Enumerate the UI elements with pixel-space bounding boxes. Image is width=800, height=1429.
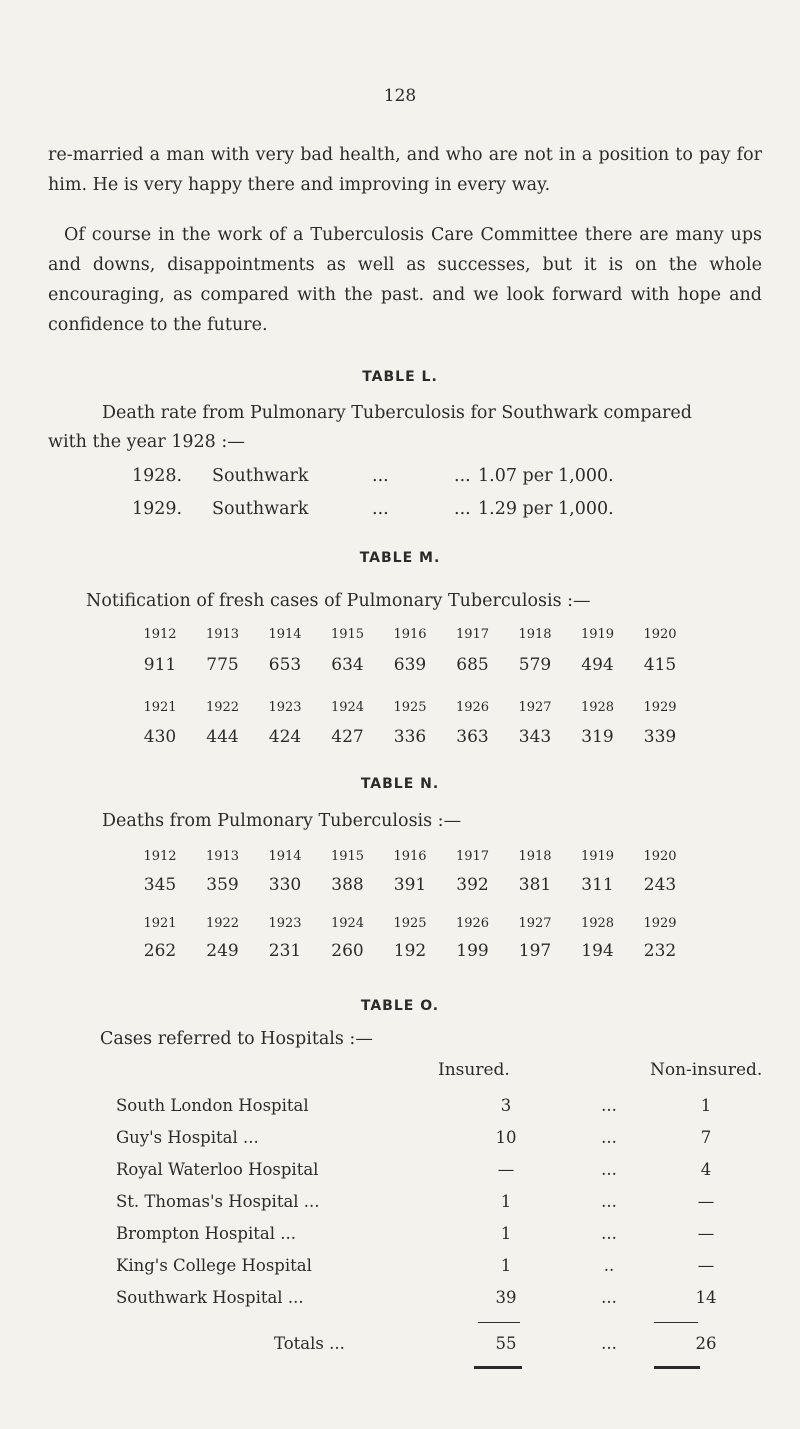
year-cell: 1926: [455, 916, 490, 931]
totals-rule-insured: [478, 1322, 520, 1323]
table-l-row-2-dots: ...: [372, 499, 389, 519]
table-l-row-2-value: 1.29 per 1,000.: [478, 499, 614, 519]
table-m-years-row-1: [130, 627, 690, 642]
year-cell: 1924: [330, 916, 365, 931]
noninsured-count: 7: [700, 1128, 712, 1147]
year-cell: 1916: [393, 627, 427, 642]
totals-insured: 55: [495, 1334, 517, 1353]
leader-dots: ...: [601, 1334, 617, 1353]
table-m-title: TABLE M.: [359, 550, 441, 566]
paragraph-1: re-married a man with very bad health, and who are not in a position to pay for him. He is very happy there and improving in every way.: [48, 145, 762, 195]
value-cell: 494: [581, 655, 614, 675]
insured-count: 1: [500, 1224, 512, 1243]
table-n-caption: Deaths from Pulmonary Tuberculosis :—: [102, 811, 462, 831]
table-row: [116, 1224, 776, 1248]
value-cell: 330: [268, 875, 302, 895]
table-row: [116, 1288, 776, 1312]
table-m-caption: Notification of fresh cases of Pulmonary Tuberculosis :—: [86, 591, 591, 611]
table-l-caption-line1: Death rate from Pulmonary Tuberculosis for Southwark compared: [102, 403, 692, 423]
hospital-name: King's College Hospital: [116, 1256, 312, 1275]
year-cell: 1913: [205, 627, 240, 642]
totals-double-rule-noninsured: [654, 1366, 700, 1369]
year-cell: 1921: [143, 700, 177, 715]
table-n-years-row-2: [130, 916, 690, 931]
year-cell: 1917: [455, 849, 490, 864]
table-row: [116, 1160, 776, 1184]
table-l-caption-line2: with the year 1928 :—: [48, 432, 245, 452]
value-cell: 232: [643, 941, 677, 961]
year-cell: 1927: [518, 916, 552, 931]
year-cell: 1912: [143, 849, 177, 864]
table-m-years-row-2: [130, 700, 690, 715]
value-cell: 194: [581, 941, 614, 961]
leader-dots: ...: [601, 1096, 617, 1115]
leader-dots: ...: [601, 1160, 617, 1179]
hospital-name: Royal Waterloo Hospital: [116, 1160, 319, 1179]
year-cell: 1919: [580, 849, 615, 864]
value-cell: 424: [268, 727, 302, 747]
leader-dots: ..: [603, 1256, 615, 1275]
table-row: [116, 1096, 776, 1120]
year-cell: 1921: [143, 916, 177, 931]
hospital-name: Guy's Hospital ...: [116, 1128, 259, 1147]
value-cell: 359: [206, 875, 239, 895]
value-cell: 249: [206, 941, 239, 961]
table-n-years-row-1: [130, 849, 690, 864]
year-cell: 1922: [205, 916, 240, 931]
totals-noninsured: 26: [695, 1334, 717, 1353]
totals-double-rule-insured: [474, 1366, 522, 1369]
value-cell: 444: [206, 727, 239, 747]
insured-count: 10: [495, 1128, 517, 1147]
year-cell: 1929: [643, 916, 677, 931]
table-o-title: TABLE O.: [360, 998, 440, 1014]
leader-dots: ...: [601, 1224, 617, 1243]
table-l-row-1-place: Southwark: [212, 466, 309, 486]
table-l-row-1-year: 1928.: [132, 466, 183, 486]
year-cell: 1929: [643, 700, 677, 715]
table-l-row-1-dots2: ...: [454, 466, 471, 486]
table-n-title: TABLE N.: [360, 776, 440, 792]
year-cell: 1927: [518, 700, 552, 715]
year-cell: 1924: [330, 700, 365, 715]
table-l-row-2-dots2: ...: [454, 499, 471, 519]
value-cell: 430: [143, 727, 177, 747]
value-cell: 339: [643, 727, 677, 747]
value-cell: 685: [456, 655, 489, 675]
table-n-values-row-2: [130, 941, 690, 961]
insured-count: 3: [500, 1096, 512, 1115]
value-cell: 343: [518, 727, 552, 747]
hospital-name: St. Thomas's Hospital ...: [116, 1192, 320, 1211]
table-l-row-1-value: 1.07 per 1,000.: [478, 466, 614, 486]
year-cell: 1925: [393, 700, 427, 715]
totals-label: Totals ...: [274, 1334, 345, 1353]
year-cell: 1923: [268, 700, 302, 715]
insured-count: —: [497, 1160, 515, 1179]
value-cell: 392: [456, 875, 489, 895]
value-cell: 199: [456, 941, 489, 961]
value-cell: 260: [331, 941, 364, 961]
year-cell: 1918: [518, 849, 552, 864]
noninsured-count: —: [697, 1224, 715, 1243]
value-cell: 427: [331, 727, 364, 747]
year-cell: 1926: [455, 700, 490, 715]
year-cell: 1928: [580, 700, 615, 715]
insured-count: 1: [500, 1192, 512, 1211]
leader-dots: ...: [601, 1128, 617, 1147]
year-cell: 1919: [580, 627, 615, 642]
year-cell: 1912: [143, 627, 177, 642]
value-cell: 345: [143, 875, 177, 895]
year-cell: 1913: [205, 849, 240, 864]
table-row: [116, 1256, 776, 1280]
value-cell: 319: [581, 727, 614, 747]
value-cell: 336: [393, 727, 427, 747]
value-cell: 388: [331, 875, 364, 895]
year-cell: 1917: [455, 627, 490, 642]
noninsured-count: —: [697, 1256, 715, 1275]
table-l-title: TABLE L.: [362, 369, 438, 385]
year-cell: 1915: [330, 627, 365, 642]
noninsured-count: 14: [695, 1288, 717, 1307]
leader-dots: ...: [601, 1288, 617, 1307]
table-n-values-row-1: [130, 875, 690, 895]
value-cell: 653: [268, 655, 302, 675]
value-cell: 391: [393, 875, 427, 895]
value-cell: 911: [143, 655, 177, 675]
table-l-row-2-place: Southwark: [212, 499, 309, 519]
value-cell: 243: [643, 875, 677, 895]
insured-count: 1: [500, 1256, 512, 1275]
value-cell: 579: [518, 655, 552, 675]
table-l-row-1-dots: ...: [372, 466, 389, 486]
value-cell: 363: [456, 727, 489, 747]
value-cell: 634: [331, 655, 364, 675]
hospital-name: Brompton Hospital ...: [116, 1224, 296, 1243]
leader-dots: ...: [601, 1192, 617, 1211]
hospital-name: Southwark Hospital ...: [116, 1288, 304, 1307]
year-cell: 1923: [268, 916, 302, 931]
noninsured-count: 1: [700, 1096, 712, 1115]
insured-count: 39: [495, 1288, 517, 1307]
value-cell: 415: [643, 655, 677, 675]
year-cell: 1922: [205, 700, 240, 715]
year-cell: 1928: [580, 916, 615, 931]
table-o-header-insured: Insured.: [438, 1060, 510, 1080]
year-cell: 1920: [643, 849, 677, 864]
year-cell: 1915: [330, 849, 365, 864]
table-o-caption: Cases referred to Hospitals :—: [100, 1029, 373, 1049]
table-m-values-row-1: [130, 655, 690, 675]
table-o-header-noninsured: Non-insured.: [650, 1060, 763, 1080]
value-cell: 775: [206, 655, 239, 675]
value-cell: 192: [393, 941, 427, 961]
table-row: [116, 1192, 776, 1216]
value-cell: 311: [581, 875, 614, 895]
value-cell: 231: [268, 941, 302, 961]
totals-rule-noninsured: [654, 1322, 698, 1323]
value-cell: 197: [518, 941, 552, 961]
page-number: 128: [383, 86, 417, 106]
table-m-values-row-2: [130, 727, 690, 747]
paragraph-2: Of course in the work of a Tuberculosis Care Committee there are many ups and downs, disappointments as well as successes, but it is on the whole encouraging, as compared with the past. and we look forward with hope and confidence to the future.: [48, 225, 762, 335]
year-cell: 1918: [518, 627, 552, 642]
year-cell: 1920: [643, 627, 677, 642]
totals-row: [116, 1334, 776, 1358]
value-cell: 639: [393, 655, 427, 675]
table-row: [116, 1128, 776, 1152]
value-cell: 381: [518, 875, 552, 895]
table-l-row-2-year: 1929.: [132, 499, 183, 519]
year-cell: 1914: [268, 849, 302, 864]
noninsured-count: —: [697, 1192, 715, 1211]
hospital-name: South London Hospital: [116, 1096, 309, 1115]
year-cell: 1916: [393, 849, 427, 864]
value-cell: 262: [143, 941, 177, 961]
year-cell: 1914: [268, 627, 302, 642]
noninsured-count: 4: [700, 1160, 712, 1179]
year-cell: 1925: [393, 916, 427, 931]
